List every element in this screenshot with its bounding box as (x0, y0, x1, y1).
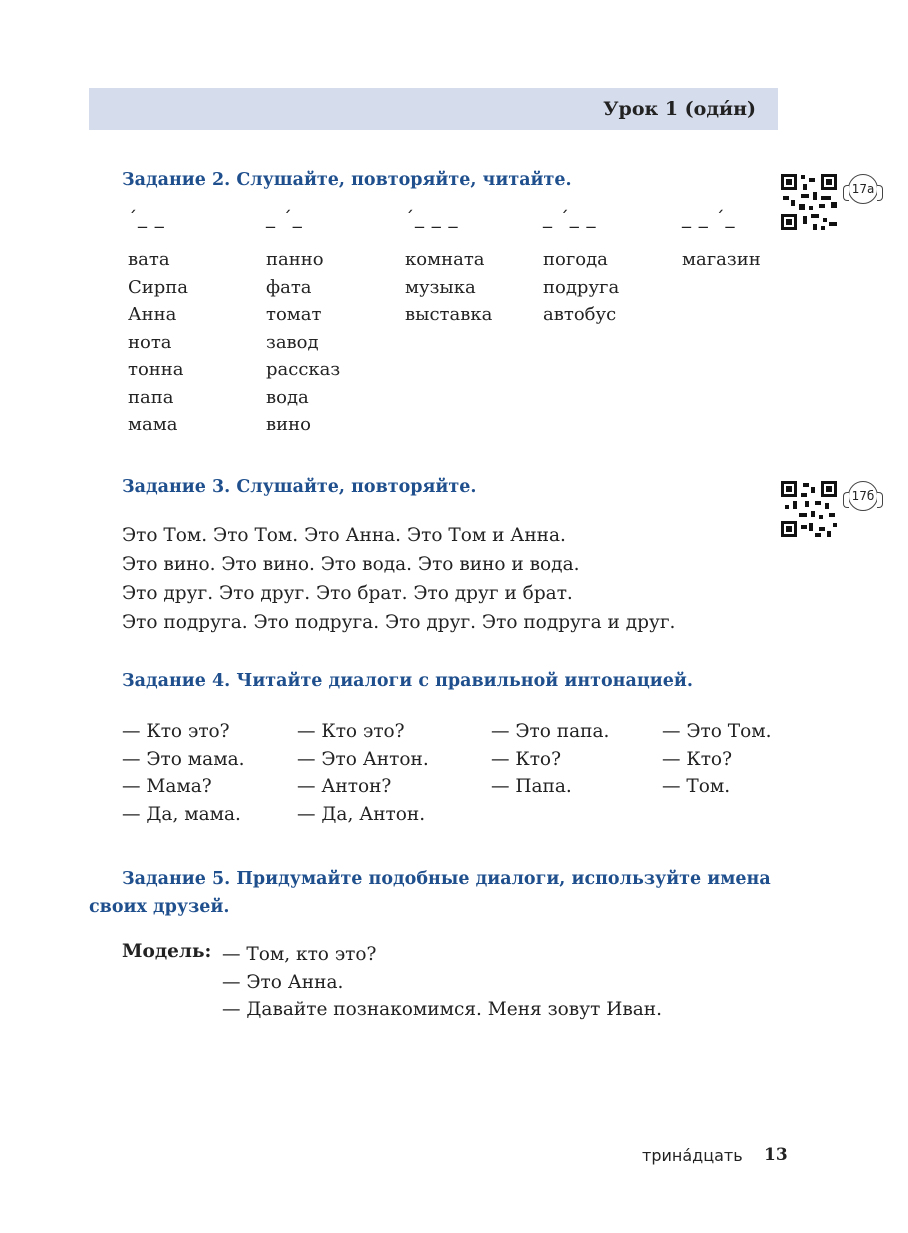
word-item: вода (266, 386, 309, 408)
task3-title: Задание 3. Слушайте, повторяйте. (122, 477, 477, 497)
stress-pattern-2: _ ´_ (266, 208, 303, 229)
sentence-line: Это вино. Это вино. Это вода. Это вино и вода. (122, 554, 580, 575)
word-item: выставка (405, 304, 493, 325)
word-item: комната (405, 249, 485, 270)
dialog-line: — Да, Антон. (297, 803, 426, 825)
qr-code-icon[interactable] (779, 172, 839, 232)
word-column-2 (266, 246, 340, 439)
lesson-header-band (89, 88, 778, 130)
task4-title: Задание 4. Читайте диалоги с правильной интонацией. (122, 671, 693, 691)
word-item: погода (543, 249, 608, 270)
dialog-column-2 (297, 718, 429, 828)
dialog-line: — Это Том. (662, 721, 772, 742)
audio-track-badge[interactable]: 17б (848, 481, 878, 511)
dialog-line: — Это мама. (122, 748, 245, 770)
word-item: вино (266, 414, 311, 435)
stress-pattern-1: ´_ _ (128, 208, 165, 229)
sentence-line: Это подруга. Это подруга. Это друг. Это подруга и друг. (122, 612, 676, 633)
model-dialog (222, 941, 662, 1024)
word-item: рассказ (266, 359, 341, 380)
word-item: автобус (543, 304, 617, 325)
dialog-column-1 (122, 718, 245, 828)
stress-pattern-5: _ _ ´_ (682, 208, 736, 229)
word-item: фата (266, 276, 312, 298)
word-item: завод (266, 331, 319, 353)
word-item: подруга (543, 276, 620, 298)
lesson-title: Урок 1 (оди́н) (603, 98, 756, 120)
qr-code-icon[interactable] (779, 479, 839, 539)
word-column-4 (543, 246, 619, 329)
word-item: магазин (682, 249, 761, 270)
sentence-line: Это Том. Это Том. Это Анна. Это Том и Анна. (122, 525, 566, 546)
word-item: тонна (128, 359, 184, 380)
dialog-line: — Том. (662, 776, 731, 797)
word-item: Анна (128, 304, 177, 325)
word-item: панно (266, 249, 324, 270)
dialog-line: — Это папа. (491, 721, 610, 742)
dialog-line: — Папа. (491, 776, 572, 797)
dialog-line: — Кто? (491, 748, 561, 770)
task2-title: Задание 2. Слушайте, повторяйте, читайте. (122, 170, 572, 190)
word-item: томат (266, 304, 322, 325)
model-line: — Давайте познакомимся. Меня зовут Иван. (222, 999, 663, 1020)
word-item: музыка (405, 276, 476, 298)
word-item: нота (128, 331, 172, 353)
dialog-column-4 (662, 718, 772, 801)
word-column-1 (128, 246, 188, 439)
word-column-5 (682, 246, 761, 274)
dialog-line: — Да, мама. (122, 803, 241, 825)
dialog-line: — Антон? (297, 776, 392, 797)
stress-pattern-4: _ ´_ _ (543, 208, 597, 229)
model-line: — Это Анна. (222, 971, 344, 993)
page-number: 13 (764, 1145, 788, 1165)
dialog-line: — Мама? (122, 776, 212, 797)
model-line: — Том, кто это? (222, 944, 377, 965)
word-item: мама (128, 414, 178, 435)
word-column-3 (405, 246, 492, 329)
page-number-word: трина́дцать (642, 1146, 743, 1165)
sentence-line: Это друг. Это друг. Это брат. Это друг и брат. (122, 583, 573, 604)
model-label: Модель: (122, 941, 212, 962)
dialog-line: — Кто это? (122, 721, 230, 742)
dialog-column-3 (491, 718, 609, 801)
word-item: Сирпа (128, 276, 189, 298)
task3-sentences (122, 521, 675, 637)
task5-title: Задание 5. Придумайте подобные диалоги, используйте имена своих друзей. (89, 869, 771, 917)
word-item: папа (128, 386, 174, 408)
audio-track-badge[interactable]: 17а (848, 174, 878, 204)
dialog-line: — Кто это? (297, 721, 405, 742)
dialog-line: — Это Антон. (297, 748, 429, 770)
stress-pattern-3: ´_ _ _ (405, 208, 459, 229)
dialog-line: — Кто? (662, 748, 732, 770)
word-item: вата (128, 249, 170, 270)
